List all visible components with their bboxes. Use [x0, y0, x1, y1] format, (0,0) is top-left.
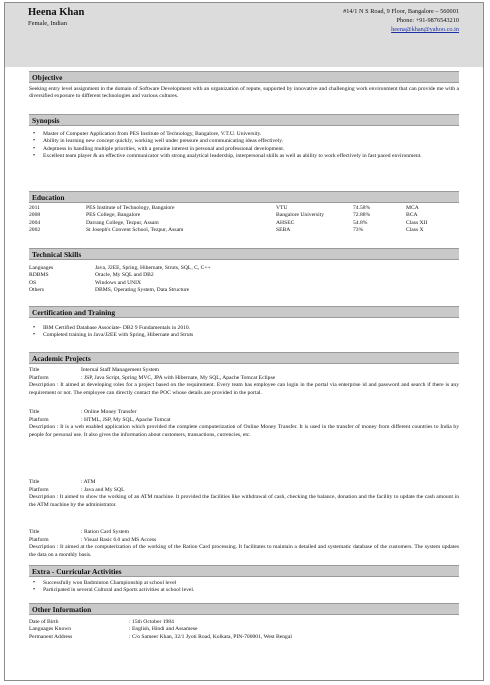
contact-block: [343, 7, 459, 34]
certification-item: • IBM Certified Database Associate- DB2 9 Fundamentals in 2010.: [29, 325, 459, 332]
other-info-label: Languages Known: [29, 626, 72, 633]
section-synopsis: Synopsis: [29, 114, 459, 126]
skill-value: Windows and UNIX: [95, 279, 142, 286]
edu-degree: Class XII: [406, 219, 428, 226]
section-education: Education: [29, 191, 459, 203]
project-title-label: Title: [29, 479, 40, 485]
section-certification: Certification and Training: [29, 306, 459, 318]
candidate-name: Heena Khan: [28, 7, 85, 18]
extra-block: [29, 580, 459, 595]
edu-board: VTU: [276, 205, 288, 211]
edu-board: AHSEC: [276, 219, 295, 226]
other-info-value: : 15th October 1984: [129, 619, 174, 625]
synopsis-item: • Excellent team player & an effective communicator with strong analytical leadership, interpersonal skills as well as ability to work effectively in fast paced environment.: [29, 153, 459, 160]
project-description-label: Description: [29, 382, 56, 389]
skill-value: Oracle, My SQL and DB2: [95, 272, 154, 279]
skills-table: [29, 265, 211, 294]
edu-board: SEBA: [276, 226, 291, 233]
project-item: [29, 409, 459, 439]
project-item: [29, 479, 459, 509]
edu-score: 74.58%: [353, 205, 371, 211]
objective-text: Seeking entry level assignment in the domain of Software Development with an organization of repute, supported by innovative and challenging work environment that can provide me with a diversified exposure to different technologies and various cultures.: [29, 86, 459, 100]
other-info-block: [29, 619, 459, 641]
email-link[interactable]: heena@khan@yahoo.co.in: [391, 26, 459, 33]
skill-row: [29, 287, 211, 294]
skill-value: Java, J2EE, Spring, Hibernate, Struts, SQL, C, C++: [95, 265, 211, 271]
skill-row: [29, 265, 211, 272]
section-objective: Objective: [29, 71, 459, 83]
education-table: [29, 205, 427, 234]
other-info-row: [29, 619, 292, 626]
certification-item: • Completed training in Java/J2EE with Spring, Hibernate and Struts: [29, 332, 459, 339]
other-info-label: Date of Birth: [29, 619, 59, 625]
edu-year: 2002: [29, 226, 41, 233]
edu-degree: Class X: [406, 226, 424, 233]
edu-degree: BCA: [406, 212, 418, 219]
project-title: : ATM: [81, 479, 96, 485]
edu-year: 2011: [29, 205, 40, 211]
edu-school: Darrang College, Tezpur, Assam: [86, 219, 159, 226]
skills-block: [29, 265, 459, 294]
project-description-label: Description: [29, 494, 56, 501]
project-item: [29, 367, 459, 397]
other-info-row: [29, 626, 292, 633]
section-extra-curricular: Extra - Curricular Activities: [29, 565, 459, 577]
section-technical-skills: Technical Skills: [29, 248, 459, 260]
extra-item: • Successfully won Badminton Championship at school level: [29, 580, 459, 587]
project-platform: : Visual Basic 6.0 and MS Access: [81, 536, 157, 543]
project-title: Internal Staff Management System: [81, 367, 160, 373]
project-platform: : Java and My SQL: [81, 486, 125, 493]
project-description-label: Description: [29, 424, 56, 431]
candidate-subtitle: Female, Indian: [28, 20, 67, 27]
extra-item: • Participated in several Cultural and Sports activities at school level.: [29, 587, 459, 594]
resume-header: [5, 3, 483, 67]
certification-block: [29, 325, 459, 340]
resume-page: [4, 2, 484, 681]
other-info-row: [29, 634, 292, 641]
project-platform-label: Platform: [29, 374, 49, 381]
skill-label: RDBMS: [29, 272, 49, 279]
other-info-table: [29, 619, 292, 641]
project-title: : Ration Card System: [81, 529, 130, 535]
project-platform-label: Platform: [29, 416, 49, 423]
address: #14/1 N S Road, 9 Floor, Bangalore – 560001: [343, 8, 459, 15]
project-title: : Online Money Transfer: [81, 409, 137, 415]
section-academic-projects: Academic Projects: [29, 352, 459, 364]
synopsis-item: • Master of Computer Application from PES Institute of Technology, Bangalore, V.T.U. University.: [29, 131, 459, 138]
other-info-value: : English, Hindi and Assamese: [129, 626, 198, 633]
project-description: : It aimed at developing roles for a project based on the requirement. Every team has employee can login in the portal via enterprise id and password and search if there is any requirement or not. The employee can directly contact the POC whose details are provided in the portal.: [29, 382, 459, 396]
synopsis-item: • Adeptness in handling multiple priorities, with a genuine interest in personal and professional development.: [29, 146, 459, 153]
synopsis-block: [29, 131, 459, 160]
project-platform: : HTML, JSP, My SQL, Apache Tomcat: [81, 416, 171, 423]
edu-degree: MCA: [406, 205, 419, 211]
skill-label: Languages: [29, 265, 54, 271]
skill-label: OS: [29, 279, 37, 286]
other-info-value: : C/o Sameer Khan, 32/1 Jyoti Road, Kolkata, PIN-700001, West Bengal: [129, 633, 292, 640]
synopsis-item: • Ability in learning new concept quickly, working well under pressure and communicating ideas effectively.: [29, 138, 459, 145]
project-description: : It is a web enabled application which provided the complete computerization of Online Money Transfer. It is used in the transfer of money from different countries to India by people for personal use. It also gives the information about customers, transactions, currencies, etc.: [29, 424, 459, 438]
project-platform: : JSP, Java Script, Spring MVC, JPA with Hibernate, My SQL, Apache Tomcat Eclipse: [81, 374, 276, 381]
education-row: [29, 220, 427, 227]
edu-score: 54.8%: [353, 219, 368, 226]
skill-row: [29, 280, 211, 287]
education-row: [29, 227, 427, 234]
project-title-label: Title: [29, 409, 40, 415]
education-row: [29, 205, 427, 212]
skill-row: [29, 272, 211, 279]
project-description-label: Description: [29, 544, 56, 551]
project-description: : It aimed at the computerization of the working of the Ration Card processing. It facilitates to maintain a detailed and systematic database of the customers. The system updates the data on a monthly basis.: [29, 544, 459, 558]
education-row: [29, 212, 427, 219]
section-other-information: Other Information: [29, 603, 459, 615]
edu-school: St Joseph's Convent School, Tezpur, Assam: [86, 226, 184, 233]
edu-score: 72.88%: [353, 212, 371, 219]
education-block: [29, 205, 459, 234]
edu-board: Bangalore University: [276, 212, 325, 219]
skill-label: Others: [29, 286, 44, 293]
edu-year: 2004: [29, 219, 41, 226]
edu-school: PES College, Bangalore: [86, 212, 141, 219]
phone: Phone: +91-9876543210: [396, 17, 459, 24]
edu-year: 2008: [29, 212, 41, 219]
project-item: [29, 529, 459, 559]
project-platform-label: Platform: [29, 486, 49, 493]
other-info-label: Permanent Address: [29, 633, 73, 640]
project-title-label: Title: [29, 367, 40, 373]
edu-score: 73%: [353, 226, 364, 233]
project-platform-label: Platform: [29, 536, 49, 543]
skill-value: DBMS, Operating System, Data Structure: [95, 286, 190, 293]
edu-school: PES Institute of Technology, Bangalore: [86, 205, 175, 211]
project-title-label: Title: [29, 529, 40, 535]
project-description: : It aimed to show the working of an ATM machine. It provided the facilities like withdrawal of cash, checking the balance, donation and the facility to update the cash amount in the ATM machine by the administrator.: [29, 494, 459, 508]
